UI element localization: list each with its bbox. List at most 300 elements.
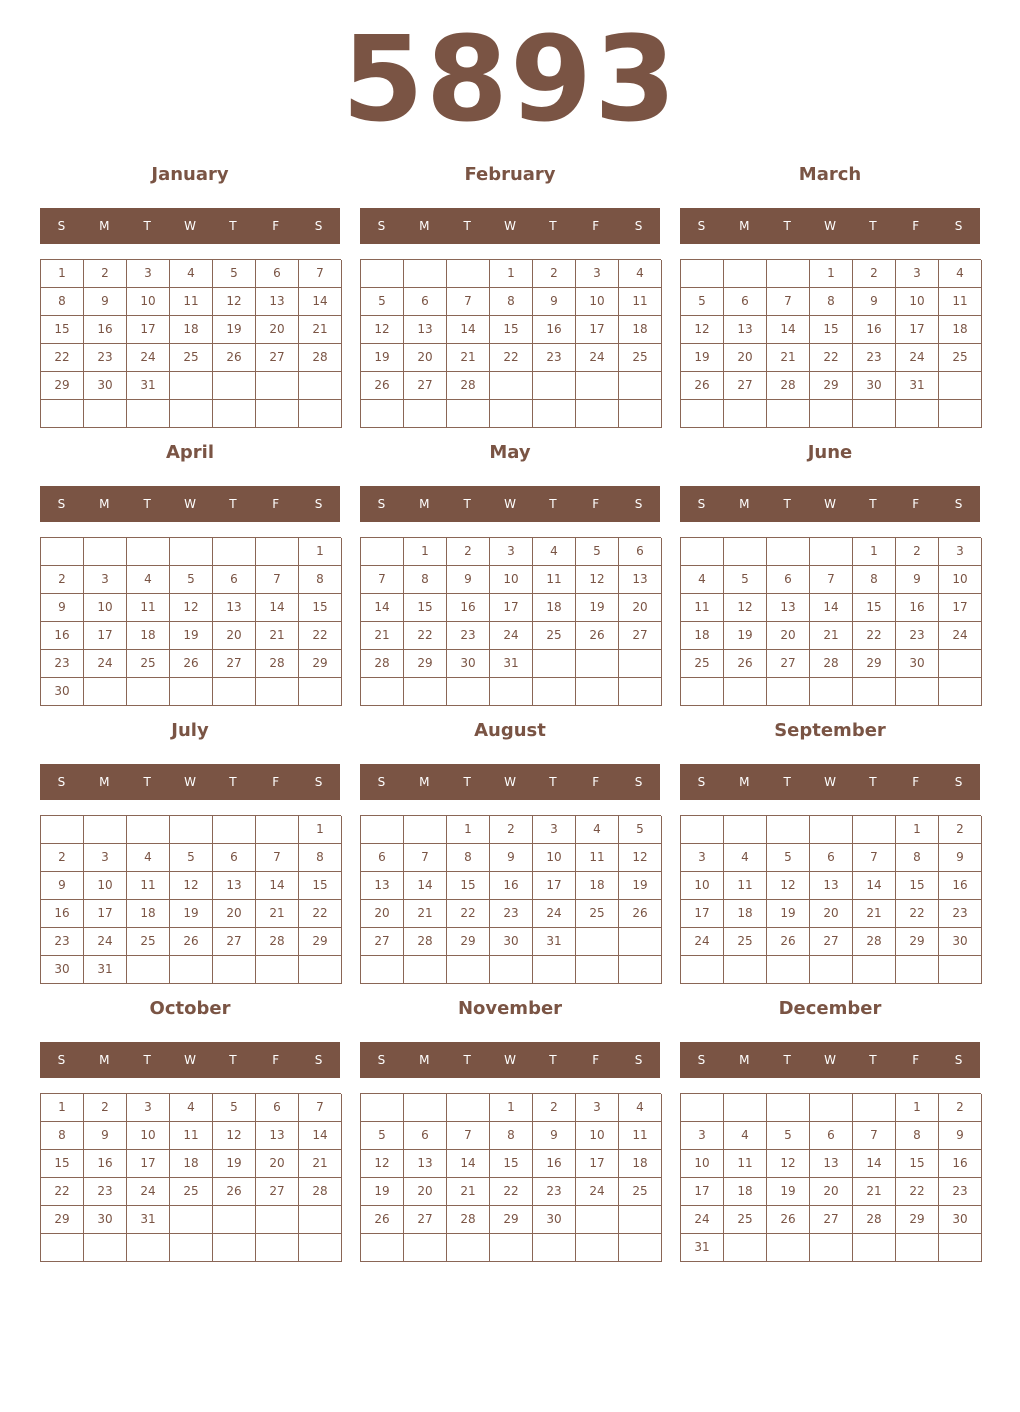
day-cell: 2 [533, 260, 576, 288]
day-cell: 22 [404, 622, 447, 650]
day-cell: 12 [170, 594, 213, 622]
day-cell: 13 [256, 1122, 299, 1150]
day-cell: 24 [533, 900, 576, 928]
day-cell: 3 [576, 1094, 619, 1122]
day-cell: 14 [447, 316, 490, 344]
day-cell: 12 [767, 872, 810, 900]
day-cell: 2 [939, 816, 982, 844]
day-cell [490, 1234, 533, 1262]
day-cell [404, 956, 447, 984]
day-cell: 9 [896, 566, 939, 594]
day-cell [361, 956, 404, 984]
day-cell [533, 1234, 576, 1262]
day-cell: 13 [810, 872, 853, 900]
weekday-label: T [229, 1053, 237, 1067]
day-cell [490, 678, 533, 706]
weekday-label: S [377, 775, 386, 789]
day-cell: 6 [404, 288, 447, 316]
day-cell: 22 [810, 344, 853, 372]
day-cell: 9 [447, 566, 490, 594]
day-cell [447, 400, 490, 428]
day-cell: 27 [810, 928, 853, 956]
day-cell: 28 [256, 928, 299, 956]
weekday-label: F [592, 775, 600, 789]
day-cell: 9 [533, 1122, 576, 1150]
day-cell [84, 538, 127, 566]
day-cell: 23 [896, 622, 939, 650]
weekday-label: T [143, 497, 151, 511]
day-cell: 30 [533, 1206, 576, 1234]
day-cell [896, 400, 939, 428]
day-cell: 2 [853, 260, 896, 288]
day-cell: 21 [853, 1178, 896, 1206]
day-cell: 11 [939, 288, 982, 316]
weekday-label: T [229, 497, 237, 511]
day-cell: 8 [41, 288, 84, 316]
day-cell [724, 260, 767, 288]
day-cell: 22 [896, 1178, 939, 1206]
day-cell: 19 [681, 344, 724, 372]
day-cell [576, 678, 619, 706]
day-grid [40, 259, 341, 428]
day-cell: 3 [490, 538, 533, 566]
day-cell [170, 538, 213, 566]
weekday-label: W [504, 219, 516, 233]
weekday-label: M [99, 219, 110, 233]
day-cell: 17 [533, 872, 576, 900]
day-cell: 16 [41, 900, 84, 928]
day-cell [490, 372, 533, 400]
weekday-label: W [504, 775, 516, 789]
day-cell: 26 [213, 344, 256, 372]
day-cell: 7 [361, 566, 404, 594]
day-cell: 5 [361, 1122, 404, 1150]
day-cell [681, 816, 724, 844]
day-cell [361, 678, 404, 706]
month-name: April [165, 442, 215, 463]
day-cell: 19 [170, 622, 213, 650]
day-grid [360, 537, 661, 706]
day-cell: 5 [681, 288, 724, 316]
day-cell [767, 956, 810, 984]
day-cell: 26 [170, 928, 213, 956]
day-cell: 26 [361, 372, 404, 400]
weekday-label: T [869, 497, 877, 511]
weekday-header [360, 764, 660, 800]
day-cell [810, 1094, 853, 1122]
day-cell: 27 [213, 928, 256, 956]
day-cell [170, 1234, 213, 1262]
weekday-label: W [504, 1053, 516, 1067]
day-cell: 6 [404, 1122, 447, 1150]
month-name: July [171, 720, 209, 741]
weekday-label: M [739, 219, 750, 233]
day-cell: 11 [724, 872, 767, 900]
weekday-label: S [314, 497, 323, 511]
day-cell: 11 [619, 288, 662, 316]
day-cell [576, 956, 619, 984]
weekday-header [680, 1042, 980, 1078]
day-cell [361, 400, 404, 428]
day-cell: 14 [299, 288, 342, 316]
day-cell: 9 [41, 872, 84, 900]
day-cell [619, 372, 662, 400]
day-cell: 17 [84, 622, 127, 650]
weekday-label: T [549, 219, 557, 233]
day-cell: 1 [41, 260, 84, 288]
day-cell: 4 [619, 1094, 662, 1122]
weekday-label: T [549, 497, 557, 511]
day-cell: 7 [767, 288, 810, 316]
day-cell: 18 [724, 900, 767, 928]
day-cell: 27 [619, 622, 662, 650]
day-cell [213, 538, 256, 566]
day-cell: 22 [447, 900, 490, 928]
day-cell: 16 [533, 1150, 576, 1178]
month-name: August [474, 720, 546, 741]
day-cell [619, 1206, 662, 1234]
day-cell [447, 1234, 490, 1262]
day-cell: 30 [41, 956, 84, 984]
day-cell: 17 [576, 316, 619, 344]
day-cell: 20 [213, 622, 256, 650]
weekday-label: T [463, 219, 471, 233]
day-cell [361, 816, 404, 844]
day-cell: 5 [767, 844, 810, 872]
day-cell: 13 [404, 316, 447, 344]
day-cell: 6 [767, 566, 810, 594]
day-cell: 20 [256, 316, 299, 344]
day-cell: 22 [853, 622, 896, 650]
day-cell: 8 [404, 566, 447, 594]
day-cell: 11 [681, 594, 724, 622]
day-cell: 23 [84, 344, 127, 372]
day-cell: 1 [490, 260, 533, 288]
day-cell: 28 [853, 1206, 896, 1234]
weekday-label: F [592, 497, 600, 511]
day-cell: 23 [41, 928, 84, 956]
day-cell: 13 [619, 566, 662, 594]
day-cell: 8 [490, 288, 533, 316]
day-cell: 2 [447, 538, 490, 566]
day-cell: 16 [896, 594, 939, 622]
day-cell: 14 [447, 1150, 490, 1178]
day-cell: 2 [41, 844, 84, 872]
day-cell: 23 [84, 1178, 127, 1206]
day-cell [939, 400, 982, 428]
day-cell [619, 678, 662, 706]
day-cell [853, 1234, 896, 1262]
day-cell: 1 [853, 538, 896, 566]
day-cell: 7 [256, 566, 299, 594]
day-cell: 15 [896, 1150, 939, 1178]
month-name: June [807, 442, 853, 463]
weekday-label: S [634, 219, 643, 233]
day-cell [256, 538, 299, 566]
day-cell: 17 [896, 316, 939, 344]
day-cell [447, 1094, 490, 1122]
day-cell: 24 [127, 344, 170, 372]
day-cell: 13 [767, 594, 810, 622]
weekday-label: F [912, 497, 920, 511]
day-cell: 6 [213, 844, 256, 872]
day-cell: 25 [170, 344, 213, 372]
day-cell: 22 [896, 900, 939, 928]
day-cell: 15 [490, 1150, 533, 1178]
day-cell: 22 [490, 1178, 533, 1206]
day-cell: 25 [619, 1178, 662, 1206]
day-cell: 27 [810, 1206, 853, 1234]
day-cell: 11 [170, 1122, 213, 1150]
weekday-label: W [184, 1053, 196, 1067]
day-cell [84, 1234, 127, 1262]
day-cell [724, 816, 767, 844]
day-cell: 3 [533, 816, 576, 844]
day-cell: 16 [939, 872, 982, 900]
day-cell [853, 400, 896, 428]
day-cell: 21 [256, 900, 299, 928]
day-cell: 25 [127, 928, 170, 956]
day-cell: 1 [490, 1094, 533, 1122]
day-cell: 4 [724, 1122, 767, 1150]
day-cell: 2 [939, 1094, 982, 1122]
day-cell: 6 [256, 260, 299, 288]
day-cell: 15 [853, 594, 896, 622]
day-cell: 24 [490, 622, 533, 650]
day-cell: 3 [127, 1094, 170, 1122]
day-cell: 12 [213, 288, 256, 316]
day-cell [361, 538, 404, 566]
weekday-label: S [954, 497, 963, 511]
day-cell [619, 1234, 662, 1262]
day-cell: 25 [681, 650, 724, 678]
day-cell: 5 [724, 566, 767, 594]
day-cell: 28 [299, 344, 342, 372]
day-cell: 19 [576, 594, 619, 622]
day-cell: 11 [170, 288, 213, 316]
day-cell: 17 [939, 594, 982, 622]
day-cell: 4 [939, 260, 982, 288]
day-cell [724, 1094, 767, 1122]
weekday-label: W [824, 775, 836, 789]
day-cell: 16 [84, 316, 127, 344]
day-cell [939, 650, 982, 678]
weekday-label: W [824, 1053, 836, 1067]
day-cell: 20 [810, 900, 853, 928]
weekday-label: S [697, 775, 706, 789]
day-cell: 18 [170, 316, 213, 344]
day-cell: 19 [213, 316, 256, 344]
day-cell [724, 678, 767, 706]
day-cell [361, 1234, 404, 1262]
day-cell: 6 [619, 538, 662, 566]
day-cell: 3 [576, 260, 619, 288]
day-cell: 17 [681, 900, 724, 928]
weekday-label: T [783, 219, 791, 233]
day-cell: 10 [939, 566, 982, 594]
day-grid [680, 815, 981, 984]
day-cell: 29 [896, 928, 939, 956]
day-cell: 3 [127, 260, 170, 288]
day-cell [127, 538, 170, 566]
day-cell: 29 [447, 928, 490, 956]
weekday-label: F [592, 219, 600, 233]
day-cell: 18 [576, 872, 619, 900]
day-cell: 20 [619, 594, 662, 622]
day-cell: 23 [447, 622, 490, 650]
day-cell [127, 400, 170, 428]
day-cell: 6 [810, 844, 853, 872]
weekday-label: T [869, 219, 877, 233]
day-cell: 8 [299, 566, 342, 594]
day-cell: 6 [810, 1122, 853, 1150]
day-cell [256, 956, 299, 984]
day-cell: 5 [767, 1122, 810, 1150]
day-cell: 1 [299, 538, 342, 566]
day-cell [170, 372, 213, 400]
month-name: September [774, 720, 886, 741]
month-name: November [457, 998, 563, 1019]
weekday-label: T [869, 1053, 877, 1067]
weekday-label: M [739, 775, 750, 789]
day-cell: 14 [299, 1122, 342, 1150]
day-cell [810, 1234, 853, 1262]
day-grid [680, 259, 981, 428]
day-cell: 8 [853, 566, 896, 594]
weekday-label: T [549, 775, 557, 789]
day-cell [810, 816, 853, 844]
weekday-label: S [954, 1053, 963, 1067]
weekday-label: T [229, 775, 237, 789]
day-cell: 28 [447, 372, 490, 400]
day-cell: 6 [213, 566, 256, 594]
weekday-label: F [272, 1053, 280, 1067]
day-cell [853, 1094, 896, 1122]
day-cell: 26 [576, 622, 619, 650]
day-cell: 30 [84, 1206, 127, 1234]
day-cell [447, 678, 490, 706]
day-cell [767, 1234, 810, 1262]
day-cell: 29 [853, 650, 896, 678]
day-cell: 24 [576, 344, 619, 372]
day-cell: 13 [256, 288, 299, 316]
day-cell: 26 [619, 900, 662, 928]
day-grid [360, 259, 661, 428]
day-cell: 23 [41, 650, 84, 678]
weekday-label: S [377, 219, 386, 233]
day-cell: 5 [213, 260, 256, 288]
day-cell: 13 [213, 594, 256, 622]
weekday-label: F [272, 497, 280, 511]
day-cell: 26 [767, 928, 810, 956]
day-cell [619, 956, 662, 984]
day-cell [170, 1206, 213, 1234]
weekday-label: M [739, 497, 750, 511]
day-cell [299, 400, 342, 428]
day-cell [767, 1094, 810, 1122]
month-name: May [489, 442, 531, 463]
day-cell: 29 [41, 372, 84, 400]
weekday-label: F [912, 219, 920, 233]
day-cell: 18 [681, 622, 724, 650]
weekday-label: S [377, 1053, 386, 1067]
day-cell [170, 816, 213, 844]
day-cell: 3 [896, 260, 939, 288]
day-cell [533, 650, 576, 678]
day-cell [767, 260, 810, 288]
day-cell: 31 [127, 372, 170, 400]
day-cell: 29 [896, 1206, 939, 1234]
day-cell [896, 956, 939, 984]
day-cell: 11 [533, 566, 576, 594]
day-cell [576, 1234, 619, 1262]
weekday-label: W [184, 775, 196, 789]
day-cell: 18 [939, 316, 982, 344]
day-cell [724, 956, 767, 984]
day-grid [360, 815, 661, 984]
day-cell: 15 [896, 872, 939, 900]
weekday-label: M [419, 775, 430, 789]
weekday-label: S [314, 775, 323, 789]
day-cell [170, 400, 213, 428]
day-cell: 20 [724, 344, 767, 372]
day-cell [299, 372, 342, 400]
weekday-header [360, 1042, 660, 1078]
day-cell: 5 [213, 1094, 256, 1122]
day-cell: 10 [533, 844, 576, 872]
day-cell: 18 [170, 1150, 213, 1178]
day-cell: 5 [619, 816, 662, 844]
day-cell: 12 [361, 316, 404, 344]
day-cell: 25 [576, 900, 619, 928]
day-cell [447, 260, 490, 288]
day-cell: 19 [767, 900, 810, 928]
day-cell: 28 [361, 650, 404, 678]
day-cell [724, 1234, 767, 1262]
day-cell [576, 372, 619, 400]
day-cell: 25 [127, 650, 170, 678]
day-cell [619, 928, 662, 956]
day-cell: 20 [767, 622, 810, 650]
day-cell: 12 [576, 566, 619, 594]
day-cell [213, 400, 256, 428]
day-cell: 30 [939, 1206, 982, 1234]
day-cell: 12 [767, 1150, 810, 1178]
day-cell: 20 [404, 1178, 447, 1206]
day-cell: 9 [84, 288, 127, 316]
day-cell: 15 [299, 594, 342, 622]
weekday-label: T [143, 775, 151, 789]
weekday-label: M [99, 1053, 110, 1067]
day-cell [939, 678, 982, 706]
day-cell: 17 [127, 316, 170, 344]
weekday-label: W [824, 219, 836, 233]
day-cell [127, 816, 170, 844]
day-cell: 17 [127, 1150, 170, 1178]
day-cell: 16 [447, 594, 490, 622]
day-cell: 4 [127, 844, 170, 872]
weekday-label: M [419, 1053, 430, 1067]
day-cell: 16 [490, 872, 533, 900]
day-cell: 22 [299, 622, 342, 650]
weekday-label: M [99, 497, 110, 511]
day-cell [256, 1234, 299, 1262]
day-cell: 18 [619, 316, 662, 344]
weekday-label: T [869, 775, 877, 789]
day-cell: 29 [404, 650, 447, 678]
day-cell: 2 [896, 538, 939, 566]
day-cell: 19 [619, 872, 662, 900]
